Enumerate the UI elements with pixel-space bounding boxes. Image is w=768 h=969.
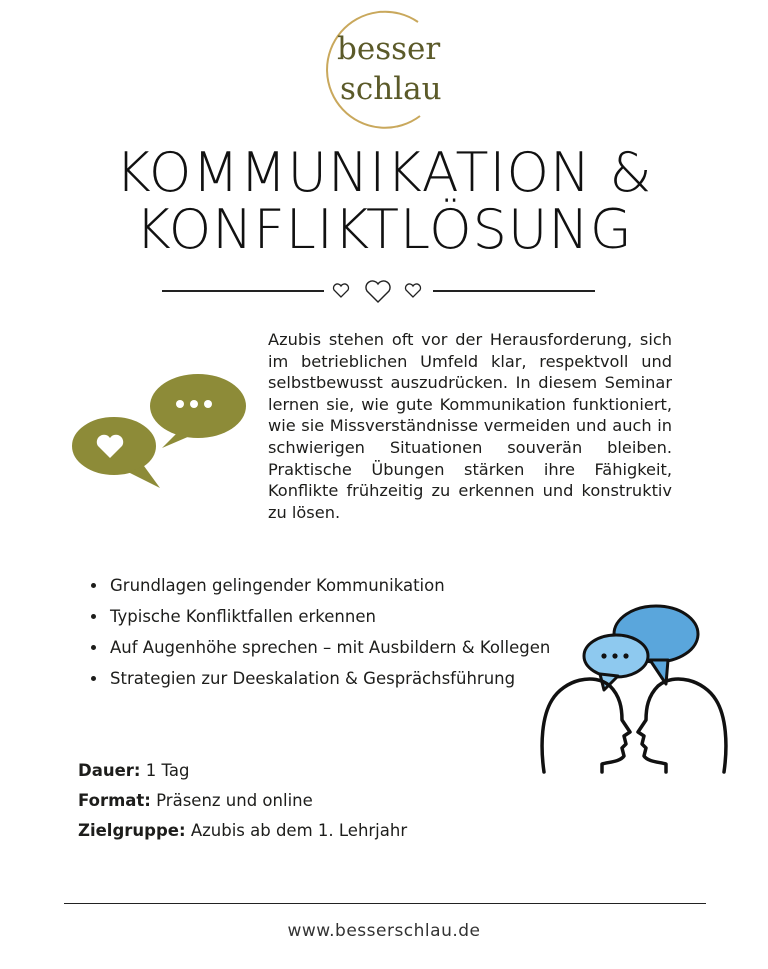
speech-bubble-heart-icon (70, 415, 160, 488)
format-info (78, 791, 313, 810)
list-item: • Typische Konfliktfallen erkennen (108, 601, 558, 632)
heart-icon (366, 281, 390, 302)
footer-divider (64, 903, 706, 904)
heart-icon (333, 284, 348, 297)
list-item: • Auf Augenhöhe sprechen – mit Ausbildern & Kollegen (108, 632, 558, 663)
head-left-icon (542, 679, 630, 772)
speech-bubble-dots-icon (584, 635, 648, 690)
topic-list (86, 570, 558, 694)
speech-bubble-dots-icon (150, 374, 246, 448)
format-value: Präsenz und online (150, 791, 313, 810)
divider-left (162, 290, 324, 292)
duration-value: 1 Tag (140, 761, 190, 780)
divider-right (433, 290, 595, 292)
duration-info (78, 761, 189, 780)
audience-value: Azubis ab dem 1. Lehrjahr (185, 821, 408, 840)
list-item: • Grundlagen gelingender Kommunikation (108, 570, 558, 601)
logo-text-line2: schlau (340, 71, 442, 107)
page-title-line2: KONFLIKTLÖSUNG (135, 198, 633, 261)
audience-info (78, 821, 407, 840)
heart-icon (405, 284, 420, 297)
hearts-divider (330, 278, 430, 304)
website-link[interactable]: www.besserschlau.de (287, 921, 481, 941)
duration-label: Dauer: (78, 761, 141, 780)
logo (310, 8, 460, 130)
audience-label: Zielgruppe: (78, 821, 186, 840)
logo-ring (310, 8, 460, 130)
page-title-line1: KOMMUNIKATION & (115, 141, 653, 204)
logo-text-line1: besser (337, 31, 441, 67)
seminar-description: Azubis stehen oft vor der Herausforderung, sich im betrieblichen Umfeld klar, respektvoll und selbstbewusst auszudrücken. In diesem Seminar lernen sie, wie gute Kommunikation funktioniert, wie sie Missverständnisse vermeiden und auch in schwierigen Situationen souverän bleiben. Praktische Übungen stärken ihre Fähigkeit, Konflikte frühzeitig zu erkennen und konstruktiv zu lösen. (268, 330, 672, 522)
list-item: • Strategien zur Deeskalation & Gesprächsführung (108, 663, 558, 694)
head-right-icon (638, 679, 726, 772)
chat-bubbles-icon (68, 370, 252, 490)
format-label: Format: (78, 791, 151, 810)
talking-heads-icon (538, 604, 728, 776)
